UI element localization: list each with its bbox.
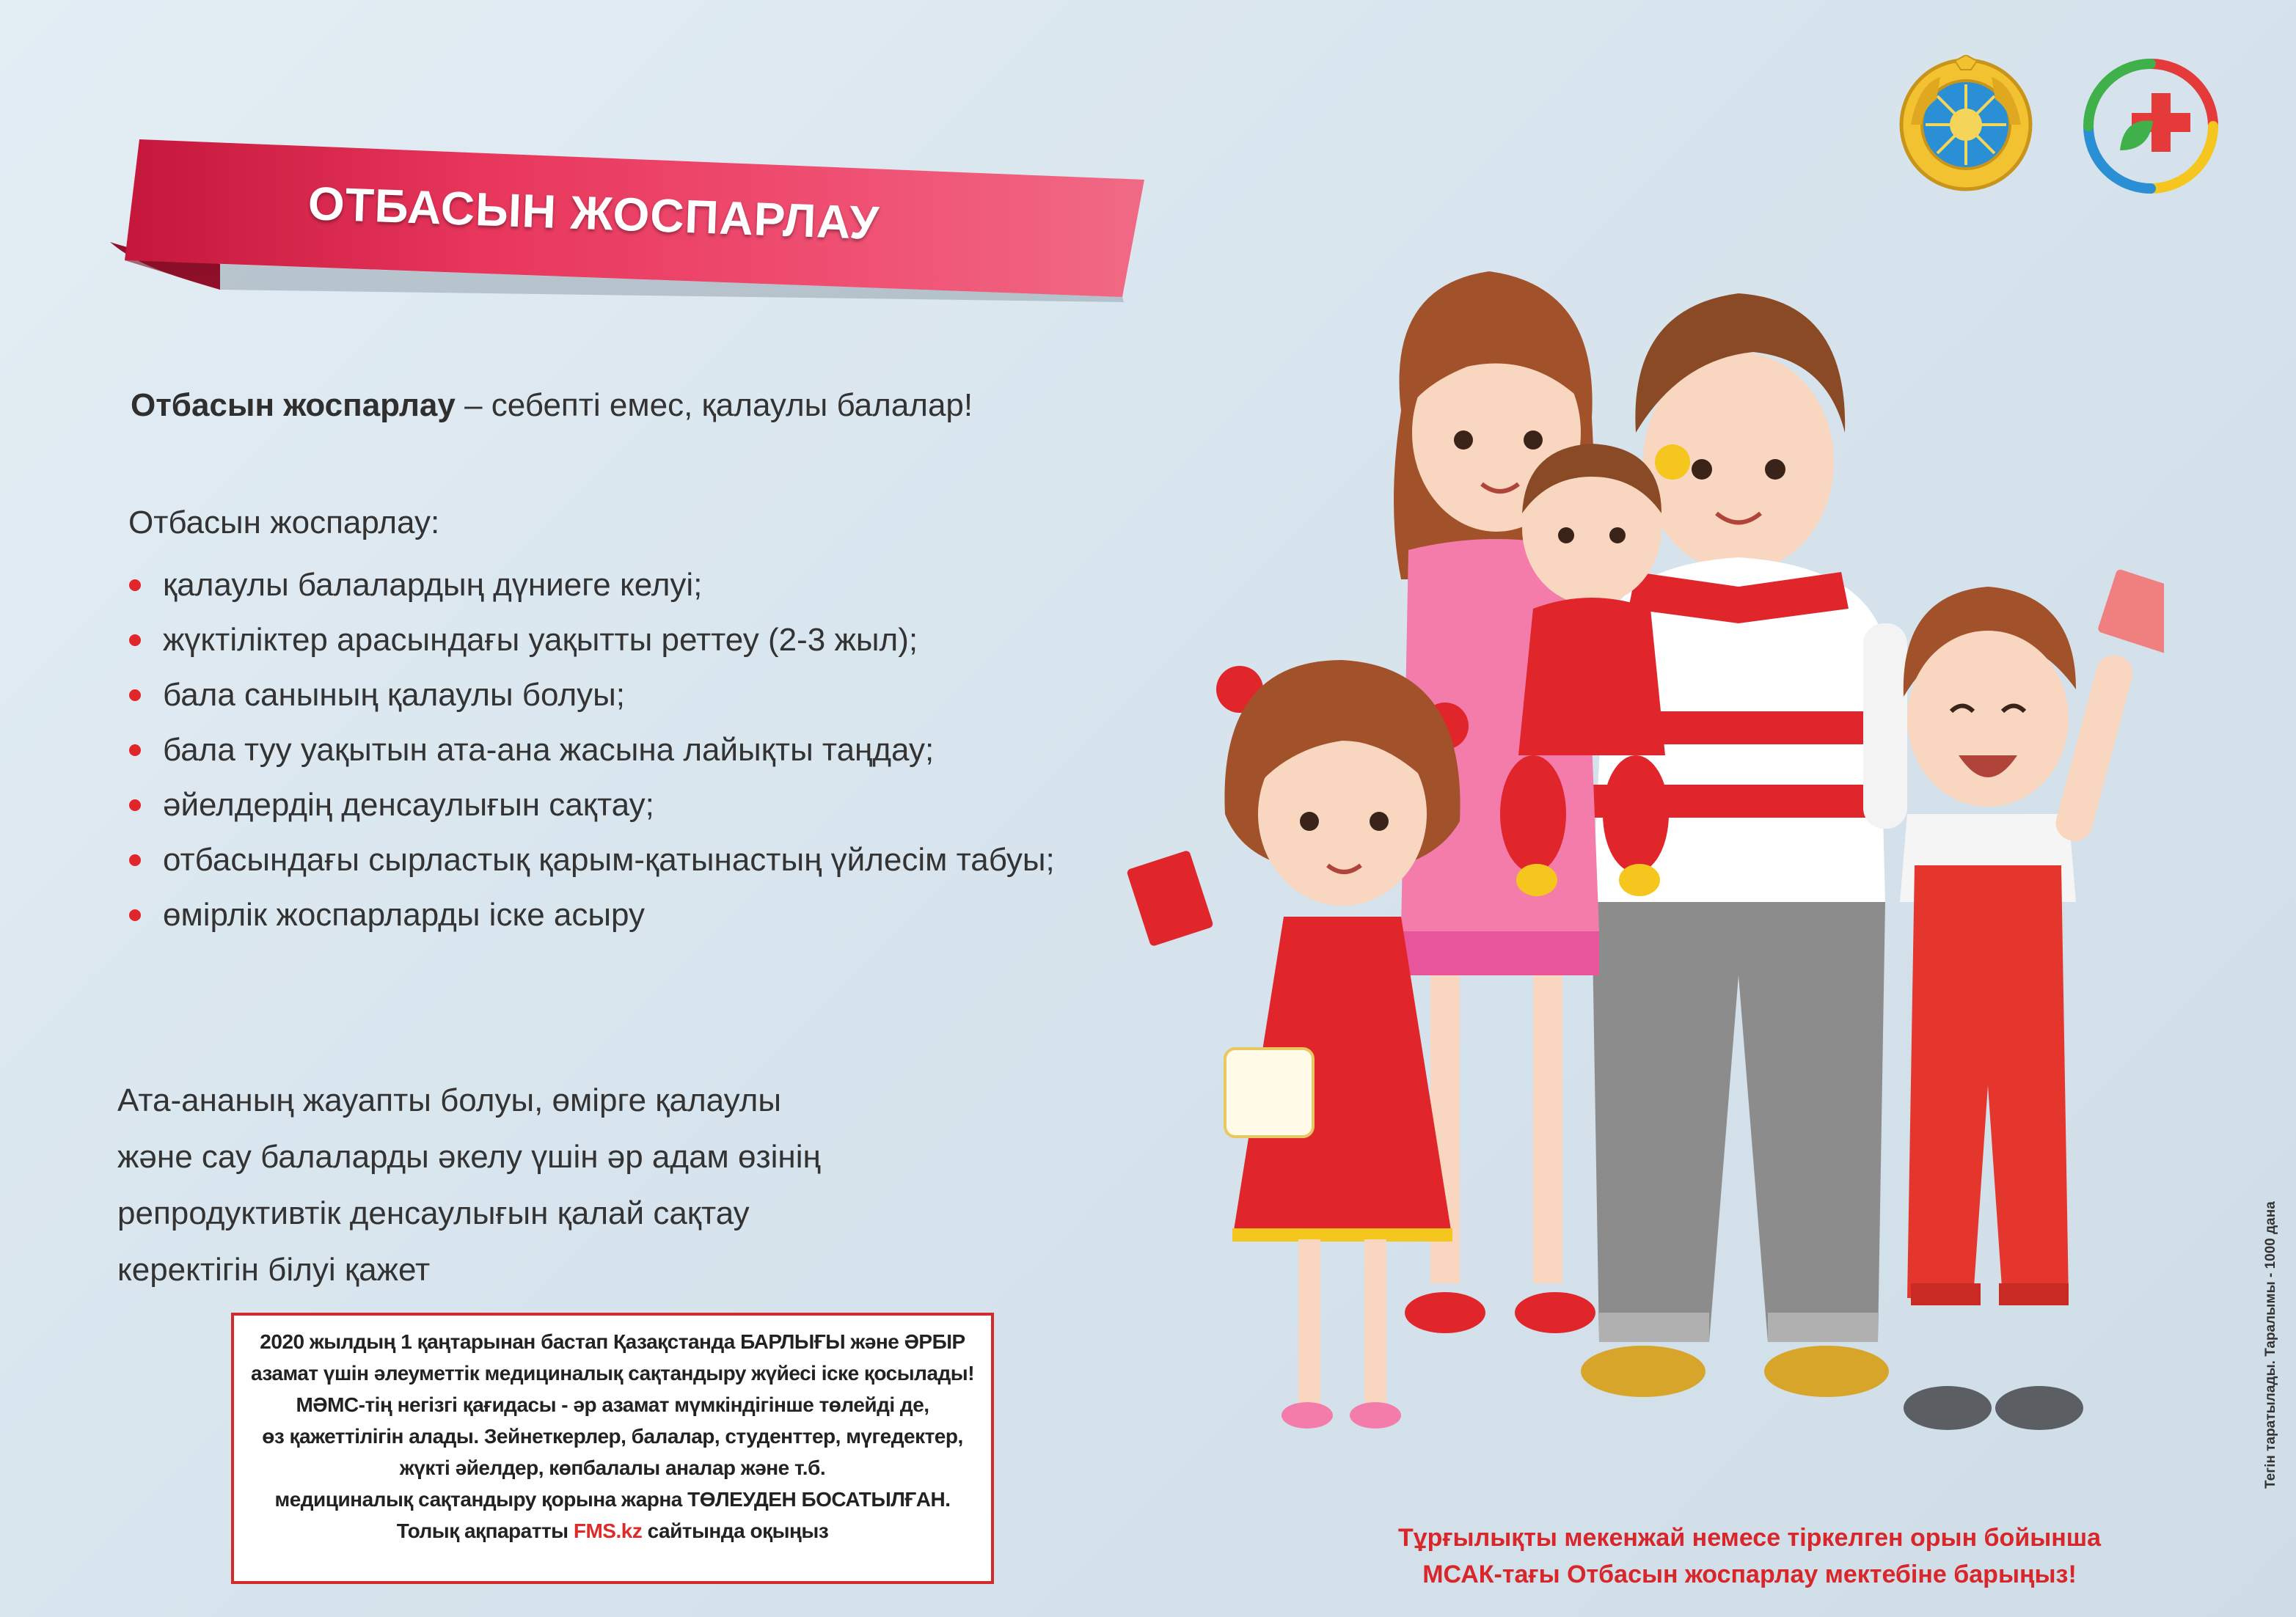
- tagline: [131, 387, 973, 424]
- list-item: әйелдердің денсаулығын сақтау;: [125, 777, 1055, 832]
- banner-title: ОТБАСЫН ЖОСПАРЛАУ: [307, 177, 881, 250]
- list-item: бала санының қалаулы болуы;: [125, 667, 1055, 722]
- bullet-list: [125, 557, 1055, 942]
- info-line: медициналық сақтандыру қорына жарна ТӨЛЕУДЕН БОСАТЫЛҒАН.: [274, 1488, 951, 1511]
- callout-line: Тұрғылықты мекенжай немесе тіркелген орын бойынша: [1397, 1524, 2102, 1552]
- bullet-dot-icon: [129, 854, 141, 866]
- clinic-callout: [1320, 1519, 2179, 1593]
- list-item: қалаулы балалардың дүниеге келуі;: [125, 557, 1055, 612]
- info-line: МӘМС-тің негізгі қағидасы - әр азамат мүмкіндігінше төлейді де,: [296, 1393, 929, 1416]
- insurance-info-box: [231, 1313, 994, 1584]
- paragraph-line: Ата-ананың жауапты болуы, өмірге қалаулы: [117, 1082, 781, 1118]
- info-line: жүкті әйелдер, көпбалалы аналар және т.б.: [399, 1456, 826, 1479]
- paragraph-line: және сау балаларды әкелу үшін әр адам өзінің: [117, 1139, 821, 1175]
- info-line: 2020 жылдың 1 қаңтарынан бастап Қазақстанда БАРЛЫҒЫ және ӘРБІР: [260, 1330, 965, 1353]
- list-item: өмірлік жоспарларды іске асыру: [125, 887, 1055, 942]
- list-item: жүктіліктер арасындағы уақытты реттеу (2-3 жыл);: [125, 612, 1055, 667]
- bullet-dot-icon: [129, 909, 141, 921]
- bullet-dot-icon: [129, 744, 141, 756]
- paragraph-line: репродуктивтік денсаулығын қалай сақтау: [117, 1195, 750, 1231]
- bullet-dot-icon: [129, 799, 141, 811]
- bullet-dot-icon: [129, 579, 141, 591]
- family-illustration: [1122, 242, 2164, 1445]
- boy-figure: [1900, 568, 2164, 1430]
- intro-heading: Отбасын жоспарлау:: [128, 505, 440, 540]
- info-line: азамат үшін әлеуметтік медициналық сақтандыру жүйесі іске қосылады!: [250, 1362, 975, 1385]
- health-logo-icon: [2080, 55, 2223, 198]
- info-line: өз қажеттілігін алады. Зейнеткерлер, балалар, студенттер, мүгедектер,: [262, 1425, 963, 1448]
- callout-line: МСАК-тағы Отбасын жоспарлау мектебіне барыңыз!: [1422, 1561, 2077, 1588]
- list-item: отбасындағы сырластық қарым-қатынастың үйлесім табуы;: [125, 832, 1055, 887]
- tagline-bold: Отбасын жоспарлау: [131, 387, 456, 423]
- info-line: Толық ақпаратты FMS.kz сайтында оқыңыз: [396, 1519, 829, 1542]
- state-emblem-icon: [1896, 55, 2036, 194]
- bullet-dot-icon: [129, 634, 141, 646]
- distribution-note: Тегін таратылады. Таралымы - 1000 дана: [2263, 1201, 2278, 1489]
- list-item: бала туу уақытын ата-ана жасына лайықты таңдау;: [125, 722, 1055, 777]
- paragraph-line: керектігін білуі қажет: [117, 1252, 431, 1288]
- bullet-dot-icon: [129, 689, 141, 701]
- responsibility-paragraph: [117, 1072, 821, 1298]
- fms-link[interactable]: FMS.kz: [573, 1519, 643, 1542]
- tagline-rest: – себепті емес, қалаулы балалар!: [455, 387, 973, 423]
